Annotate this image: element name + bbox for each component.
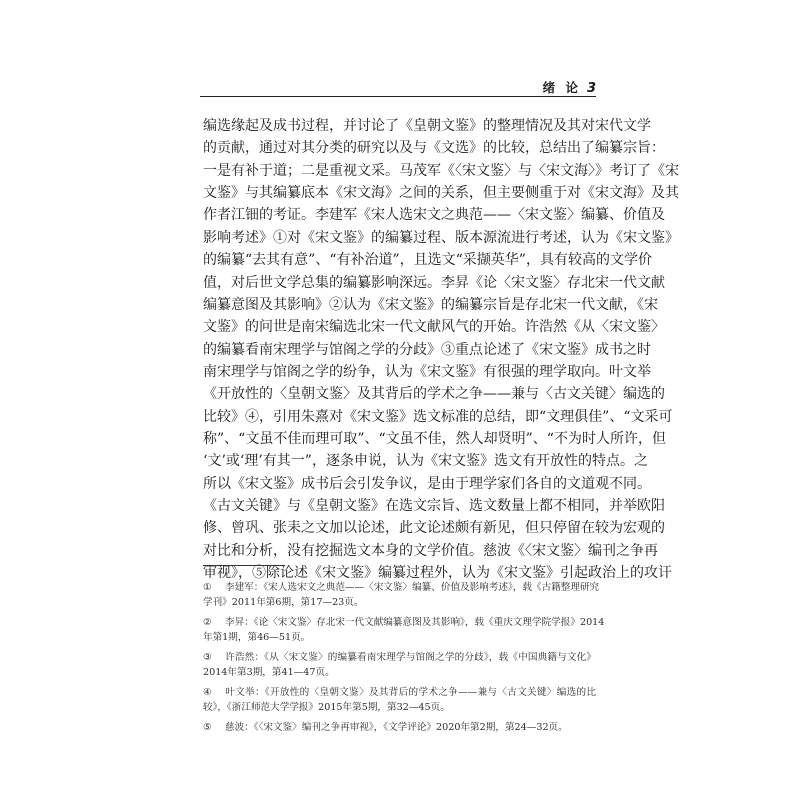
body-line: 所以《宋文鉴》成书后会引发争议，是由于理学家们各自的文道观不同。 bbox=[203, 475, 651, 492]
body-line: 作者江钿的考证。李建军《宋人选宋文之典范——〈宋文鉴〉编纂、价值及 bbox=[203, 207, 665, 224]
body-line: 比较》④，引用朱熹对《宋文鉴》选文标准的总结，即“文理俱佳”、“文采可 bbox=[203, 408, 673, 425]
footnote-rule bbox=[203, 565, 285, 566]
running-head bbox=[200, 80, 596, 96]
footnote bbox=[203, 650, 596, 680]
footnote-text: 许浩然：《从〈宋文鉴〉的编纂看南宋理学与馆阁之学的分歧》，载《中国典籍与文化》 bbox=[225, 652, 596, 663]
footnote-marker: ④ bbox=[203, 687, 212, 698]
footnote-text: 较》，《浙江师范大学学报》2015年第5期，第32—45页。 bbox=[203, 702, 450, 713]
body-line: 值，对后世文学总集的编纂影响深远。李昇《论〈宋文鉴〉存北宋一代文献 bbox=[203, 274, 665, 291]
footnote bbox=[203, 720, 596, 735]
footnote-text: 学刊》2011年第6期，第17—23页。 bbox=[203, 597, 364, 608]
footnote-marker: ② bbox=[203, 617, 212, 628]
body-line: 审视》，⑤除论述《宋文鉴》编纂过程外，认为《宋文鉴》引起政治上的攻讦 bbox=[203, 565, 672, 582]
footnote-text: 慈波：《〈宋文鉴〉编刊之争再审视》，《文学评论》2020年第2期，第24—32页。 bbox=[225, 722, 568, 733]
footnote-marker: ⑤ bbox=[203, 722, 212, 733]
body-line: 《古文关键》与《皇朝文鉴》在选文宗旨、选文数量上都不相同，并举欧阳 bbox=[203, 498, 665, 515]
body-line: 的编纂看南宋理学与馆阁之学的分歧》③重点论述了《宋文鉴》成书之时 bbox=[203, 341, 651, 358]
footnote-text: 叶文举：《开放性的〈皇朝文鉴〉及其背后的学术之争——兼与〈古文关键〉编选的比 bbox=[225, 687, 596, 698]
body-line: 修、曾巩、张耒之文加以论述，此文论述颇有新见，但只停留在较为宏观的 bbox=[203, 520, 665, 537]
footnote-text: 李建军：《宋人选宋文之典范——〈宋文鉴〉编纂、价值及影响考述》，载《古籍整理研究 bbox=[225, 582, 600, 593]
footnote-text: 年第1期，第46—51页。 bbox=[203, 632, 311, 643]
footnote-text: 李昇：《论〈宋文鉴〉存北宋一代文献编纂意图及其影响》，载《重庆文理学院学报》2014 bbox=[225, 617, 605, 628]
footnotes bbox=[203, 580, 605, 740]
body-line: 影响考述》①对《宋文鉴》的编纂过程、版本源流进行考述，认为《宋文鉴》 bbox=[203, 229, 679, 246]
body-line: 一是有补于道；二是重视文采。马茂军《〈宋文鉴〉与〈宋文海〉》考订了《宋 bbox=[203, 162, 679, 179]
footnote-marker: ① bbox=[203, 582, 212, 593]
body-line: 的编纂“去其有意”、“有补治道”，且选文“采撷英华”，具有较高的文学价 bbox=[203, 252, 652, 269]
footnote-marker: ③ bbox=[203, 652, 212, 663]
body-line: ‘文’或‘理’有其一”，逐条申说，认为《宋文鉴》选文有开放性的特点。之 bbox=[203, 453, 648, 470]
body-line: 编纂意图及其影响》②认为《宋文鉴》的编纂宗旨是存北宋一代文献，《宋 bbox=[203, 296, 658, 313]
footnote bbox=[203, 615, 605, 645]
body-line: 文鉴》的问世是南宋编选北宋一代文献风气的开始。许浩然《从〈宋文鉴〉 bbox=[203, 319, 665, 336]
body-line: 的贡献，通过对其分类的研究以及与《文选》的比较，总结出了编纂宗旨： bbox=[203, 140, 665, 157]
footnote bbox=[203, 685, 596, 715]
body-text bbox=[203, 115, 679, 585]
section-title: 绪 论 bbox=[542, 80, 581, 95]
header-rule bbox=[200, 96, 596, 97]
body-line: 对比和分析，没有挖掘选文本身的文学价值。慈波《〈宋文鉴〉编刊之争再 bbox=[203, 542, 658, 559]
body-line: 编选缘起及成书过程，并讨论了《皇朝文鉴》的整理情况及其对宋代文学 bbox=[203, 118, 651, 134]
footnote-text: 2014年第3期，第41—47页。 bbox=[203, 667, 335, 678]
page-number: 3 bbox=[586, 81, 596, 96]
body-line: 称”、“文虽不佳而理可取”、“文虽不佳，然人却贤明”、“不为时人所许，但 bbox=[203, 431, 666, 448]
body-line: 文鉴》与其编纂底本《宋文海》之间的关系，但主要侧重于对《宋文海》及其 bbox=[203, 185, 679, 202]
body-line: 《开放性的〈皇朝文鉴〉及其背后的学术之争——兼与〈古文关键〉编选的 bbox=[203, 386, 665, 403]
footnote bbox=[203, 580, 600, 610]
body-line: 南宋理学与馆阁之学的纷争，认为《宋文鉴》有很强的理学取向。叶文举 bbox=[203, 363, 651, 380]
